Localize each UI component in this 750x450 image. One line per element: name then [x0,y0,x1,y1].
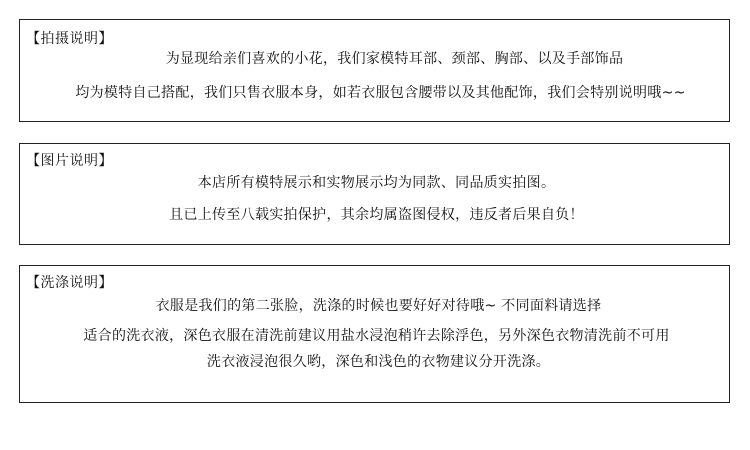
washing-notes-line-3: 洗衣液浸泡很久哟，深色和浅色的衣物建议分开洗涤。 [206,354,551,370]
image-notes-title: 【图片说明】 [26,153,113,169]
photo-notes-line-2: 均为模特自己搭配，我们只售衣服本身，如若衣服包含腰带以及其他配饰，我们会特别说明哦~~ [75,85,686,101]
image-notes-box [19,143,730,245]
photo-notes-line-1: 为显现给亲们喜欢的小花，我们家模特耳部、颈部、胸部、以及手部饰品 [165,51,624,67]
washing-notes-line-1: 衣服是我们的第二张脸，洗涤的时候也要好好对待哦~ 不同面料请选择 [155,298,602,314]
washing-notes-title: 【洗涤说明】 [26,275,113,291]
photo-notes-box [19,19,730,122]
washing-notes-line-2: 适合的洗衣液，深色衣服在清洗前建议用盐水浸泡稍许去除浮色，另外深色衣物清洗前不可用 [83,328,670,344]
photo-notes-title: 【拍摄说明】 [26,31,113,47]
washing-notes-box [19,265,730,403]
image-notes-line-1: 本店所有模特展示和实物展示均为同款、同品质实拍图。 [197,175,556,191]
image-notes-line-2: 且已上传至八载实拍保护，其余均属盗图侵权，违反者后果自负！ [169,207,584,223]
